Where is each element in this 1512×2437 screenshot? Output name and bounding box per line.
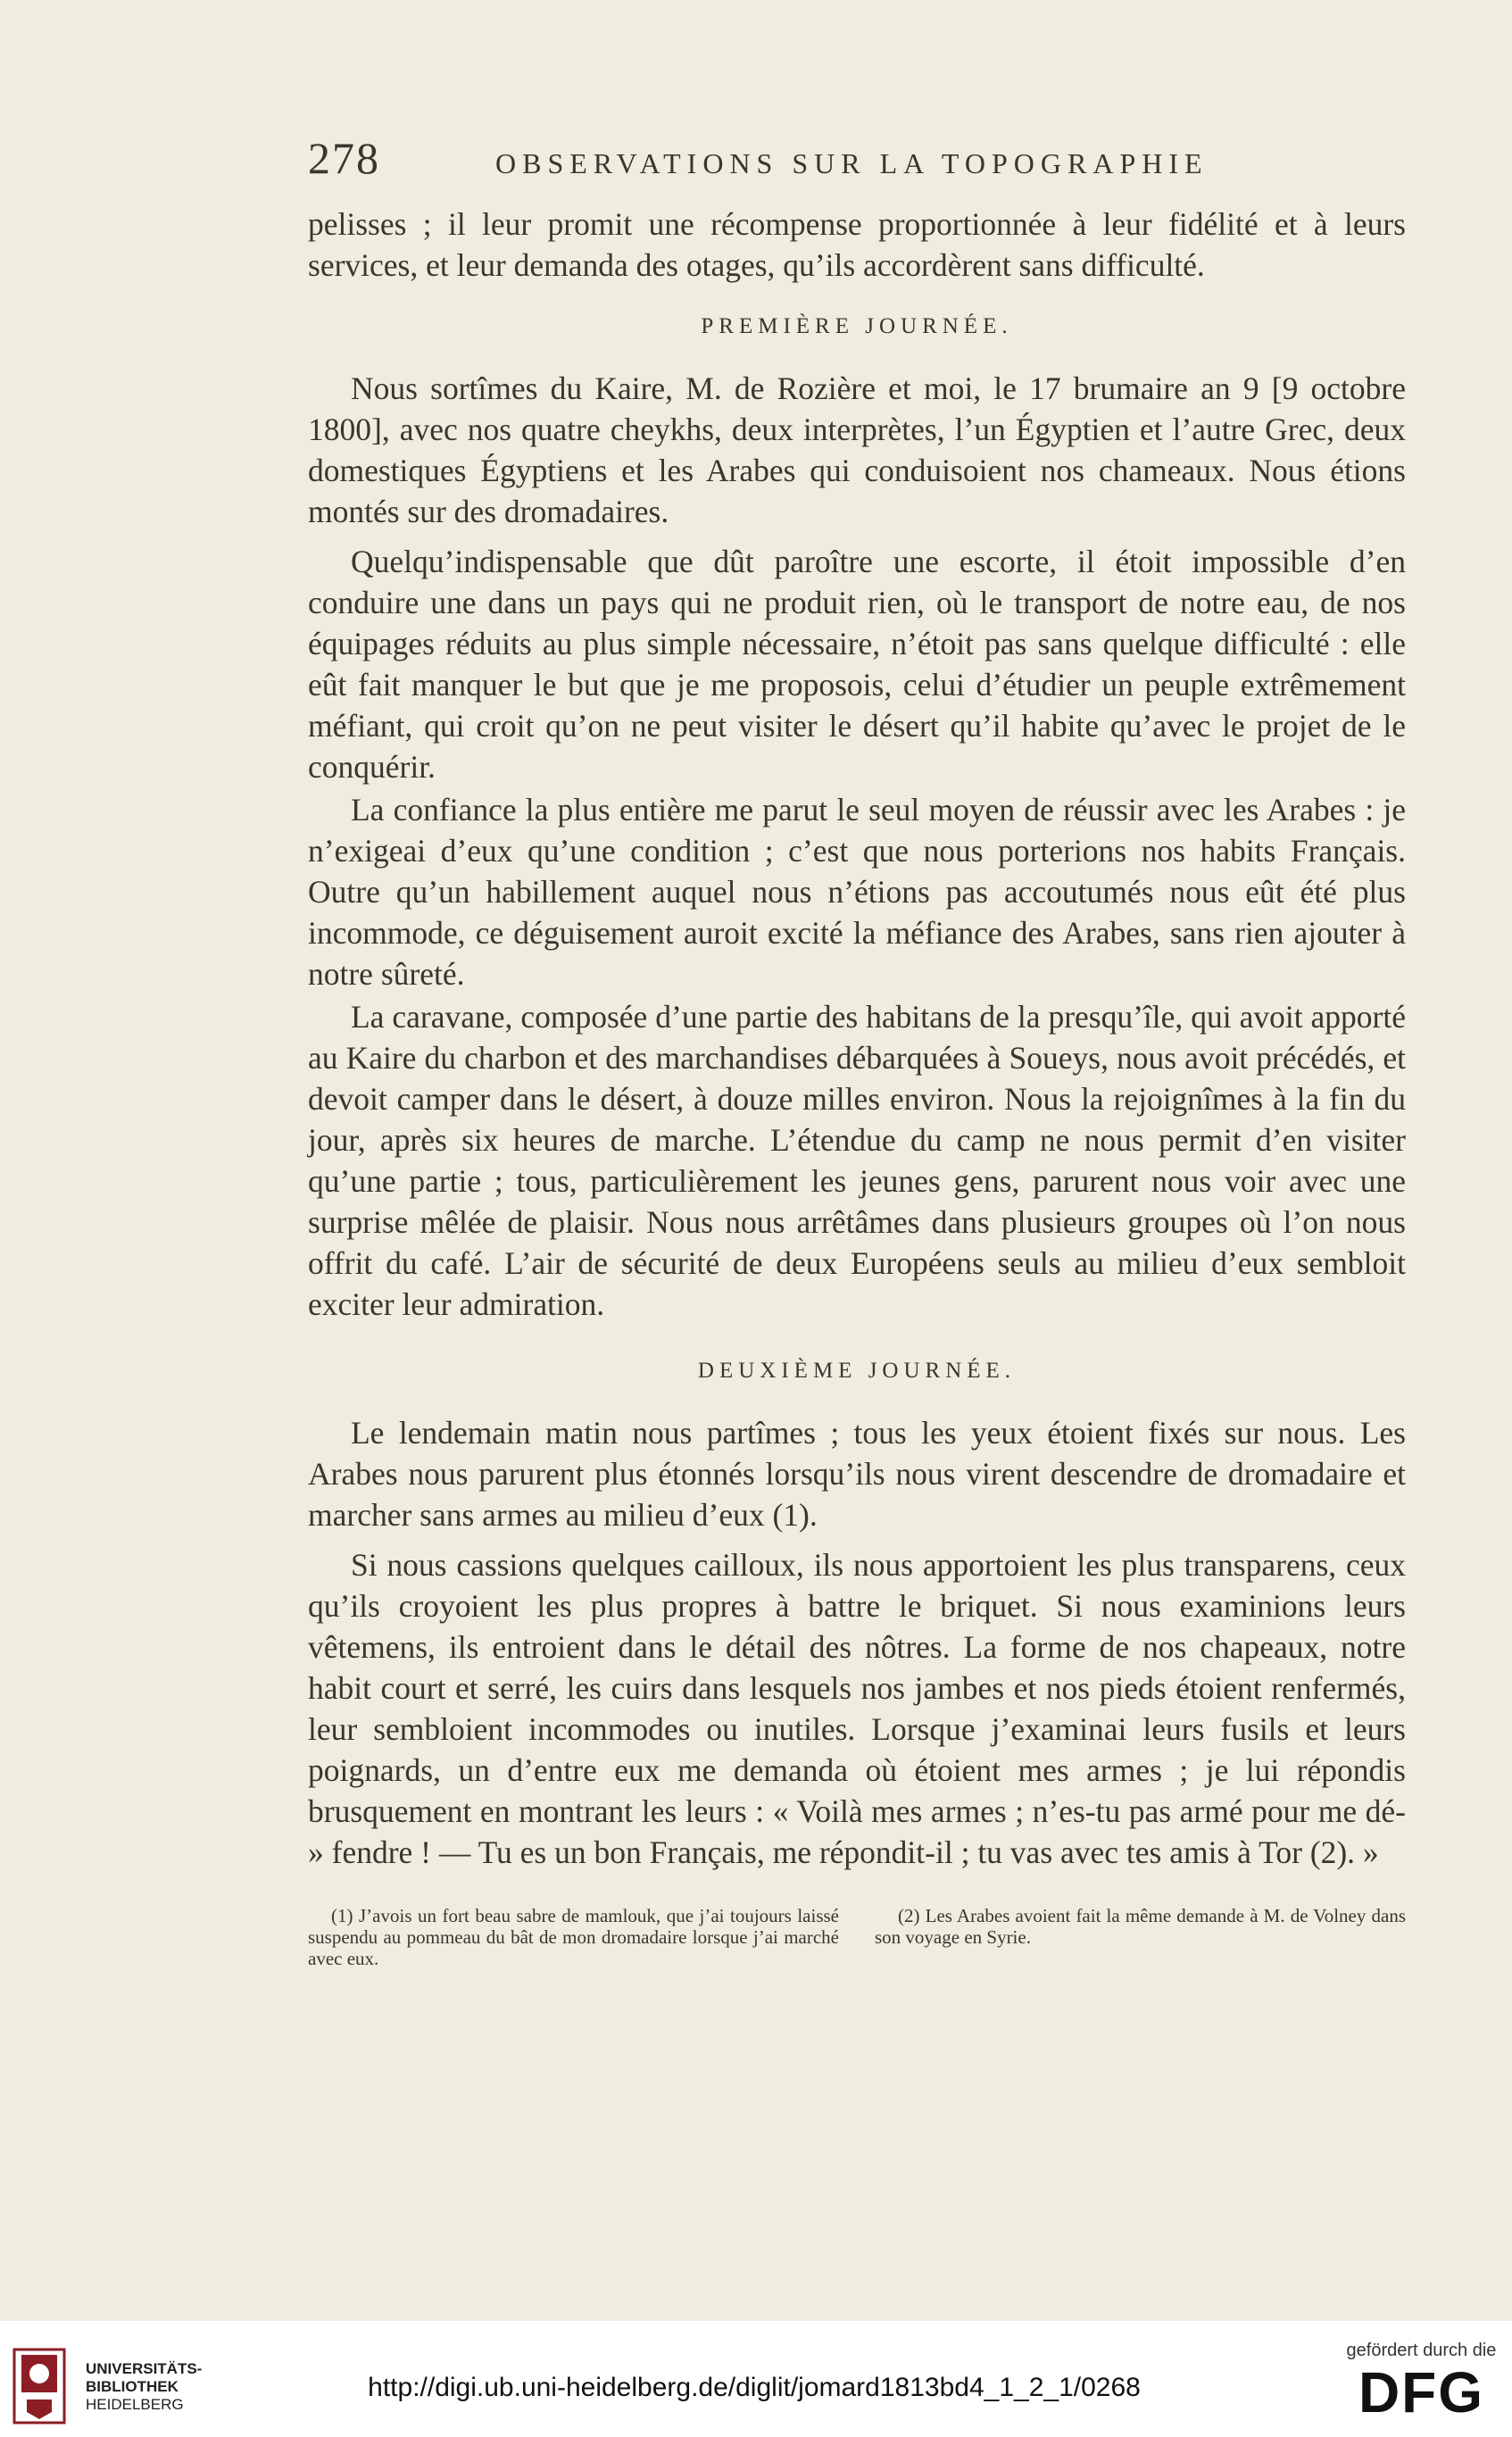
heading-deuxieme-journee: DEUXIÈME JOURNÉE. (697, 1359, 1017, 1383)
funded-by-label: gefördert durch die (1346, 2341, 1497, 2360)
library-name (86, 2360, 228, 2414)
library-name-line3: HEIDELBERG (86, 2396, 184, 2413)
viewer-footer (0, 2321, 1512, 2437)
running-title: OBSERVATIONS SUR LA TOPOGRAPHIE (495, 147, 1209, 179)
dfg-logo: DFG (1358, 2360, 1485, 2425)
paragraph-caravan: La caravane, composée d’une partie des habitans de la presqu’île, qui avoit apporté au Kaire du charbon et des marchandises débarquées à Soueys, nous avoit précédés, et devoit camper dans le désert, à douze milles environ. Nous la rejoignîmes à la fin du jour, après six heures de marche. L’étendue du camp ne nous permit d’en visiter qu’une partie ; tous, particulièrement les jeunes gens, parurent nous voir avec une surprise mêlée de plaisir. Nous nous arrêtâmes dans plusieurs groupes où l’on nous offrit du café. L’air de sécurité de deux Européens seuls au milieu d’eux sembloit exciter leur admiration. (308, 999, 1406, 1322)
library-name-line1: UNIVERSITÄTS- (86, 2360, 203, 2377)
footnote-2: (2) Les Arabes avoient fait la même demande à M. de Volney dans son voyage en Syrie. (875, 1905, 1406, 1948)
paragraph-confidence: La confiance la plus entière me parut le seul moyen de réussir avec les Arabes : je n’exigeai d’eux qu’une condition ; c’est que nous porterions nos habits Français. Outre qu’un habillement auquel nous n’étions pas accoutumés nous eût été plus incommode, ce déguisement auroit excité la méfiance des Arabes, sans rien ajouter à notre sûreté. (308, 792, 1406, 992)
heading-premiere-journee: PREMIÈRE JOURNÉE. (701, 314, 1013, 338)
running-head (308, 132, 1406, 186)
dfg-funding-badge[interactable] (1343, 2341, 1500, 2430)
library-logo[interactable] (12, 2346, 203, 2426)
page-number: 278 (308, 133, 380, 183)
library-name-line2: BIBLIOTHEK (86, 2378, 179, 2395)
library-crest-icon (12, 2346, 66, 2426)
paragraph-departure: Nous sortîmes du Kaire, M. de Rozière et moi, le 17 brumaire an 9 [9 octobre 1800], avec nos quatre cheykhs, deux interprètes, l’un Égyptien et l’autre Grec, deux domestiques Égyptiens et les Arabes qui conduisoient nos chameaux. Nous étions montés sur des dromadaires. (308, 370, 1406, 529)
paragraph-next-day: Le lendemain matin nous partîmes ; tous les yeux étoient fixés sur nous. Les Arabes nous parurent plus étonnés lorsqu’ils nous virent descendre de dromadaire et marcher sans armes au milieu d’eux (1). (308, 1415, 1406, 1533)
footnote-1: (1) J’avois un fort beau sabre de mamlouk, que j’ai toujours laissé suspendu au pommeau du bât de mon dromadaire lorsque j’ai marché avec eux. (308, 1905, 839, 1969)
paragraph-escort: Quelqu’indispensable que dût paroître une escorte, il étoit impossible d’en conduire une dans un pays qui ne produit rien, où le transport de notre eau, de nos équipages réduits au plus simple nécessaire, n’étoit pas sans quelque difficulté : elle eût fait manquer le but que je me proposois, celui d’étudier un peuple extrêmement méfiant, qui croit qu’on ne peut visiter le désert qu’il habite qu’avec le projet de le conquérir. (308, 544, 1406, 785)
paragraph-continued: pelisses ; il leur promit une récompense proportionnée à leur fidélité et à leurs services, et leur demanda des otages, qu’ils accordèrent sans difficulté. (308, 206, 1406, 283)
permalink-url[interactable]: http://digi.ub.uni-heidelberg.de/diglit/jomard1813bd4_1_2_1/0268 (368, 2373, 1141, 2402)
paragraph-pebbles: Si nous cassions quelques cailloux, ils nous apportoient les plus transparens, ceux qu’ils croyoient les plus propres à battre le briquet. Si nous examinions leurs vêtemens, ils entroient dans le détail des nôtres. La forme de nos chapeaux, notre habit court et serré, les cuirs dans lesquels nos jambes et nos pieds étoient renfermés, leur sembloient incommodes ou inutiles. Lorsque j’examinai leurs fusils et leurs poignards, un d’entre eux me demanda où étoient mes armes ; je lui répondis brusquement en montrant les leurs : « Voilà mes armes ; n’es-tu pas armé pour me dé- » fendre ! — Tu es un bon Français, me répondit-il ; tu vas avec tes amis à Tor (2). » (308, 1547, 1406, 1870)
